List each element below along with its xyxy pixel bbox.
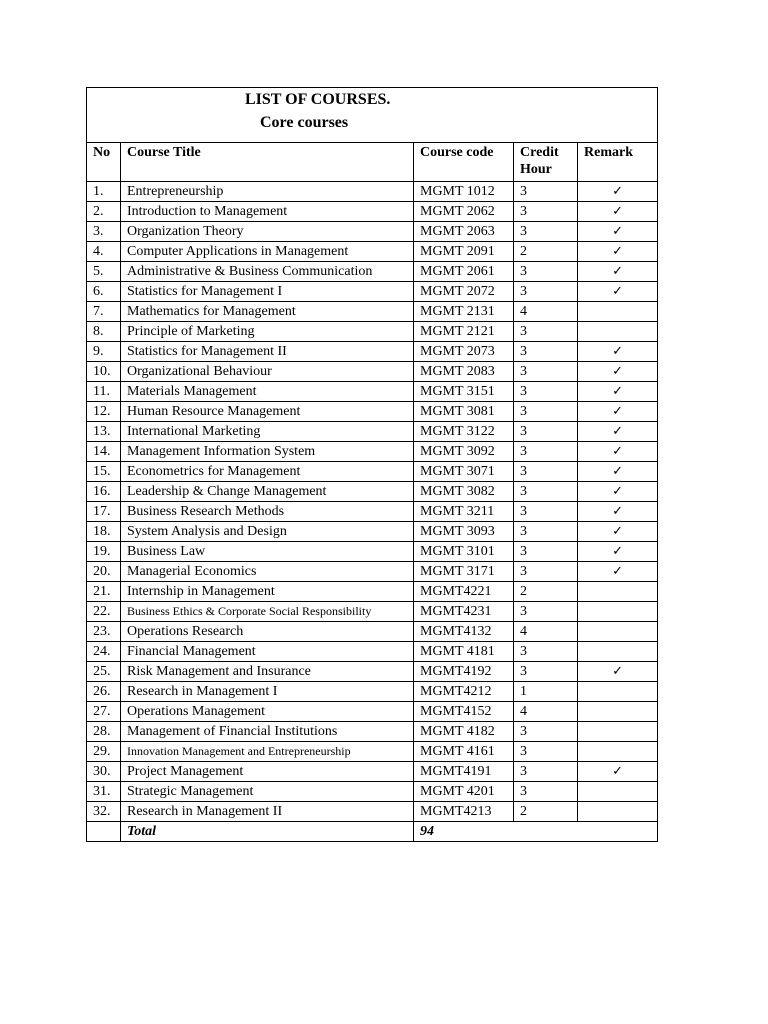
course-title: Managerial Economics <box>121 562 414 582</box>
credit-hour: 3 <box>514 182 578 202</box>
table-row <box>87 422 658 442</box>
course-title: Innovation Management and Entrepreneurship <box>121 742 414 762</box>
course-title: Organizational Behaviour <box>121 362 414 382</box>
table-row <box>87 202 658 222</box>
course-number: 31. <box>87 782 121 802</box>
remark-check: ✓ <box>578 382 658 402</box>
course-number: 10. <box>87 362 121 382</box>
course-title: Management Information System <box>121 442 414 462</box>
credit-hour: 3 <box>514 362 578 382</box>
remark-check: ✓ <box>578 202 658 222</box>
table-row <box>87 482 658 502</box>
remark-check: ✓ <box>578 482 658 502</box>
document-subtitle: Core courses <box>260 114 349 131</box>
course-code: MGMT4221 <box>414 582 514 602</box>
credit-hour: 3 <box>514 502 578 522</box>
course-title: System Analysis and Design <box>121 522 414 542</box>
course-number: 14. <box>87 442 121 462</box>
course-title: Project Management <box>121 762 414 782</box>
remark-check: ✓ <box>578 502 658 522</box>
table-row <box>87 242 658 262</box>
course-number: 23. <box>87 622 121 642</box>
remark-check: ✓ <box>578 762 658 782</box>
table-row <box>87 342 658 362</box>
course-number: 26. <box>87 682 121 702</box>
course-number: 2. <box>87 202 121 222</box>
course-code: MGMT 3211 <box>414 502 514 522</box>
remark-check: ✓ <box>578 182 658 202</box>
remark-check <box>578 702 658 722</box>
table-row <box>87 542 658 562</box>
course-title: Business Research Methods <box>121 502 414 522</box>
credit-hour: 3 <box>514 282 578 302</box>
credit-hour: 3 <box>514 482 578 502</box>
table-row <box>87 282 658 302</box>
credit-hour: 4 <box>514 622 578 642</box>
course-number: 4. <box>87 242 121 262</box>
table-heading-row <box>87 88 658 143</box>
course-code: MGMT 2131 <box>414 302 514 322</box>
course-code: MGMT4213 <box>414 802 514 822</box>
course-number: 18. <box>87 522 121 542</box>
course-title: Research in Management I <box>121 682 414 702</box>
credit-hour: 4 <box>514 302 578 322</box>
credit-hour: 3 <box>514 762 578 782</box>
table-row <box>87 182 658 202</box>
credit-hour: 3 <box>514 382 578 402</box>
remark-check: ✓ <box>578 522 658 542</box>
header-remark: Remark <box>578 143 658 182</box>
remark-check: ✓ <box>578 422 658 442</box>
credit-hour: 3 <box>514 642 578 662</box>
course-number: 8. <box>87 322 121 342</box>
table-row <box>87 522 658 542</box>
table-row <box>87 302 658 322</box>
course-title: Operations Research <box>121 622 414 642</box>
course-code: MGMT 4201 <box>414 782 514 802</box>
credit-hour: 3 <box>514 522 578 542</box>
course-list-sheet <box>86 87 657 842</box>
table-row <box>87 562 658 582</box>
course-number: 12. <box>87 402 121 422</box>
header-course-title: Course Title <box>121 143 414 182</box>
table-heading-cell <box>87 88 658 143</box>
credit-hour: 3 <box>514 202 578 222</box>
remark-check: ✓ <box>578 222 658 242</box>
course-code: MGMT 2072 <box>414 282 514 302</box>
course-number: 19. <box>87 542 121 562</box>
course-number: 29. <box>87 742 121 762</box>
total-blank-cell <box>87 822 121 842</box>
remark-check: ✓ <box>578 362 658 382</box>
credit-hour: 2 <box>514 582 578 602</box>
remark-check <box>578 722 658 742</box>
remark-check: ✓ <box>578 662 658 682</box>
course-number: 17. <box>87 502 121 522</box>
credit-hour: 3 <box>514 602 578 622</box>
remark-check: ✓ <box>578 342 658 362</box>
course-number: 16. <box>87 482 121 502</box>
remark-check <box>578 642 658 662</box>
credit-hour: 2 <box>514 802 578 822</box>
course-title: International Marketing <box>121 422 414 442</box>
remark-check <box>578 682 658 702</box>
course-code: MGMT 2062 <box>414 202 514 222</box>
credit-hour: 3 <box>514 462 578 482</box>
table-row <box>87 802 658 822</box>
credit-hour: 3 <box>514 442 578 462</box>
course-code: MGMT4212 <box>414 682 514 702</box>
course-code: MGMT 3081 <box>414 402 514 422</box>
remark-check: ✓ <box>578 262 658 282</box>
course-title: Risk Management and Insurance <box>121 662 414 682</box>
remark-check <box>578 802 658 822</box>
course-title: Research in Management II <box>121 802 414 822</box>
course-number: 25. <box>87 662 121 682</box>
course-title: Financial Management <box>121 642 414 662</box>
table-row <box>87 602 658 622</box>
course-title: Business Law <box>121 542 414 562</box>
course-title: Internship in Management <box>121 582 414 602</box>
remark-check <box>578 742 658 762</box>
credit-hour: 1 <box>514 682 578 702</box>
credit-hour: 3 <box>514 782 578 802</box>
table-row <box>87 662 658 682</box>
table-row <box>87 262 658 282</box>
course-code: MGMT 4181 <box>414 642 514 662</box>
course-title: Leadership & Change Management <box>121 482 414 502</box>
table-row <box>87 502 658 522</box>
table-row <box>87 622 658 642</box>
remark-check: ✓ <box>578 542 658 562</box>
credit-hour: 3 <box>514 222 578 242</box>
remark-check <box>578 782 658 802</box>
document-title: LIST OF COURSES. <box>245 91 391 108</box>
course-code: MGMT 2091 <box>414 242 514 262</box>
column-header-row <box>87 143 658 182</box>
remark-check: ✓ <box>578 562 658 582</box>
course-number: 7. <box>87 302 121 322</box>
credit-hour: 3 <box>514 262 578 282</box>
header-credit-hour: Credit Hour <box>514 143 578 182</box>
course-code: MGMT 2083 <box>414 362 514 382</box>
table-row <box>87 642 658 662</box>
table-row <box>87 442 658 462</box>
course-code: MGMT 3071 <box>414 462 514 482</box>
course-code: MGMT4231 <box>414 602 514 622</box>
remark-check <box>578 622 658 642</box>
header-no: No <box>87 143 121 182</box>
course-title: Strategic Management <box>121 782 414 802</box>
course-code: MGMT 4182 <box>414 722 514 742</box>
course-code: MGMT 3092 <box>414 442 514 462</box>
table-row <box>87 742 658 762</box>
course-code: MGMT 3122 <box>414 422 514 442</box>
course-code: MGMT4191 <box>414 762 514 782</box>
course-code: MGMT 3151 <box>414 382 514 402</box>
course-title: Operations Management <box>121 702 414 722</box>
remark-check: ✓ <box>578 282 658 302</box>
course-number: 6. <box>87 282 121 302</box>
course-title: Management of Financial Institutions <box>121 722 414 742</box>
course-code: MGMT 1012 <box>414 182 514 202</box>
course-number: 20. <box>87 562 121 582</box>
table-row <box>87 762 658 782</box>
course-number: 5. <box>87 262 121 282</box>
remark-check <box>578 602 658 622</box>
table-row <box>87 402 658 422</box>
remark-check <box>578 582 658 602</box>
credit-hour: 3 <box>514 342 578 362</box>
course-number: 22. <box>87 602 121 622</box>
course-code: MGMT 4161 <box>414 742 514 762</box>
course-number: 9. <box>87 342 121 362</box>
course-code: MGMT4192 <box>414 662 514 682</box>
course-code: MGMT4152 <box>414 702 514 722</box>
table-row <box>87 682 658 702</box>
table-row <box>87 362 658 382</box>
course-code: MGMT 2121 <box>414 322 514 342</box>
course-number: 27. <box>87 702 121 722</box>
table-row <box>87 462 658 482</box>
credit-hour: 3 <box>514 422 578 442</box>
course-number: 11. <box>87 382 121 402</box>
course-number: 24. <box>87 642 121 662</box>
remark-check <box>578 302 658 322</box>
table-row <box>87 702 658 722</box>
course-number: 15. <box>87 462 121 482</box>
table-row <box>87 322 658 342</box>
course-code: MGMT4132 <box>414 622 514 642</box>
course-number: 28. <box>87 722 121 742</box>
total-value: 94 <box>414 822 658 842</box>
credit-hour: 3 <box>514 722 578 742</box>
course-number: 21. <box>87 582 121 602</box>
credit-hour: 3 <box>514 402 578 422</box>
credit-hour: 3 <box>514 542 578 562</box>
total-row <box>87 822 658 842</box>
course-title: Business Ethics & Corporate Social Responsibility <box>121 602 414 622</box>
remark-check: ✓ <box>578 462 658 482</box>
course-code: MGMT 2063 <box>414 222 514 242</box>
table-row <box>87 382 658 402</box>
course-title: Materials Management <box>121 382 414 402</box>
remark-check: ✓ <box>578 442 658 462</box>
course-title: Mathematics for Management <box>121 302 414 322</box>
table-row <box>87 222 658 242</box>
course-code: MGMT 3093 <box>414 522 514 542</box>
course-code: MGMT 3101 <box>414 542 514 562</box>
credit-hour: 3 <box>514 742 578 762</box>
course-title: Econometrics for Management <box>121 462 414 482</box>
table-row <box>87 582 658 602</box>
course-number: 32. <box>87 802 121 822</box>
course-title: Administrative & Business Communication <box>121 262 414 282</box>
course-title: Entrepreneurship <box>121 182 414 202</box>
course-number: 1. <box>87 182 121 202</box>
credit-hour: 3 <box>514 322 578 342</box>
course-code: MGMT 3171 <box>414 562 514 582</box>
header-course-code: Course code <box>414 143 514 182</box>
table-row <box>87 722 658 742</box>
course-title: Introduction to Management <box>121 202 414 222</box>
course-title: Principle of Marketing <box>121 322 414 342</box>
course-number: 13. <box>87 422 121 442</box>
credit-hour: 2 <box>514 242 578 262</box>
table-row <box>87 782 658 802</box>
remark-check: ✓ <box>578 402 658 422</box>
course-code: MGMT 2061 <box>414 262 514 282</box>
course-title: Organization Theory <box>121 222 414 242</box>
course-number: 3. <box>87 222 121 242</box>
remark-check <box>578 322 658 342</box>
course-title: Statistics for Management II <box>121 342 414 362</box>
total-label: Total <box>121 822 414 842</box>
course-title: Computer Applications in Management <box>121 242 414 262</box>
credit-hour: 3 <box>514 562 578 582</box>
course-code: MGMT 3082 <box>414 482 514 502</box>
course-number: 30. <box>87 762 121 782</box>
remark-check: ✓ <box>578 242 658 262</box>
course-code: MGMT 2073 <box>414 342 514 362</box>
course-table <box>86 87 658 842</box>
credit-hour: 4 <box>514 702 578 722</box>
course-title: Statistics for Management I <box>121 282 414 302</box>
credit-hour: 3 <box>514 662 578 682</box>
course-title: Human Resource Management <box>121 402 414 422</box>
